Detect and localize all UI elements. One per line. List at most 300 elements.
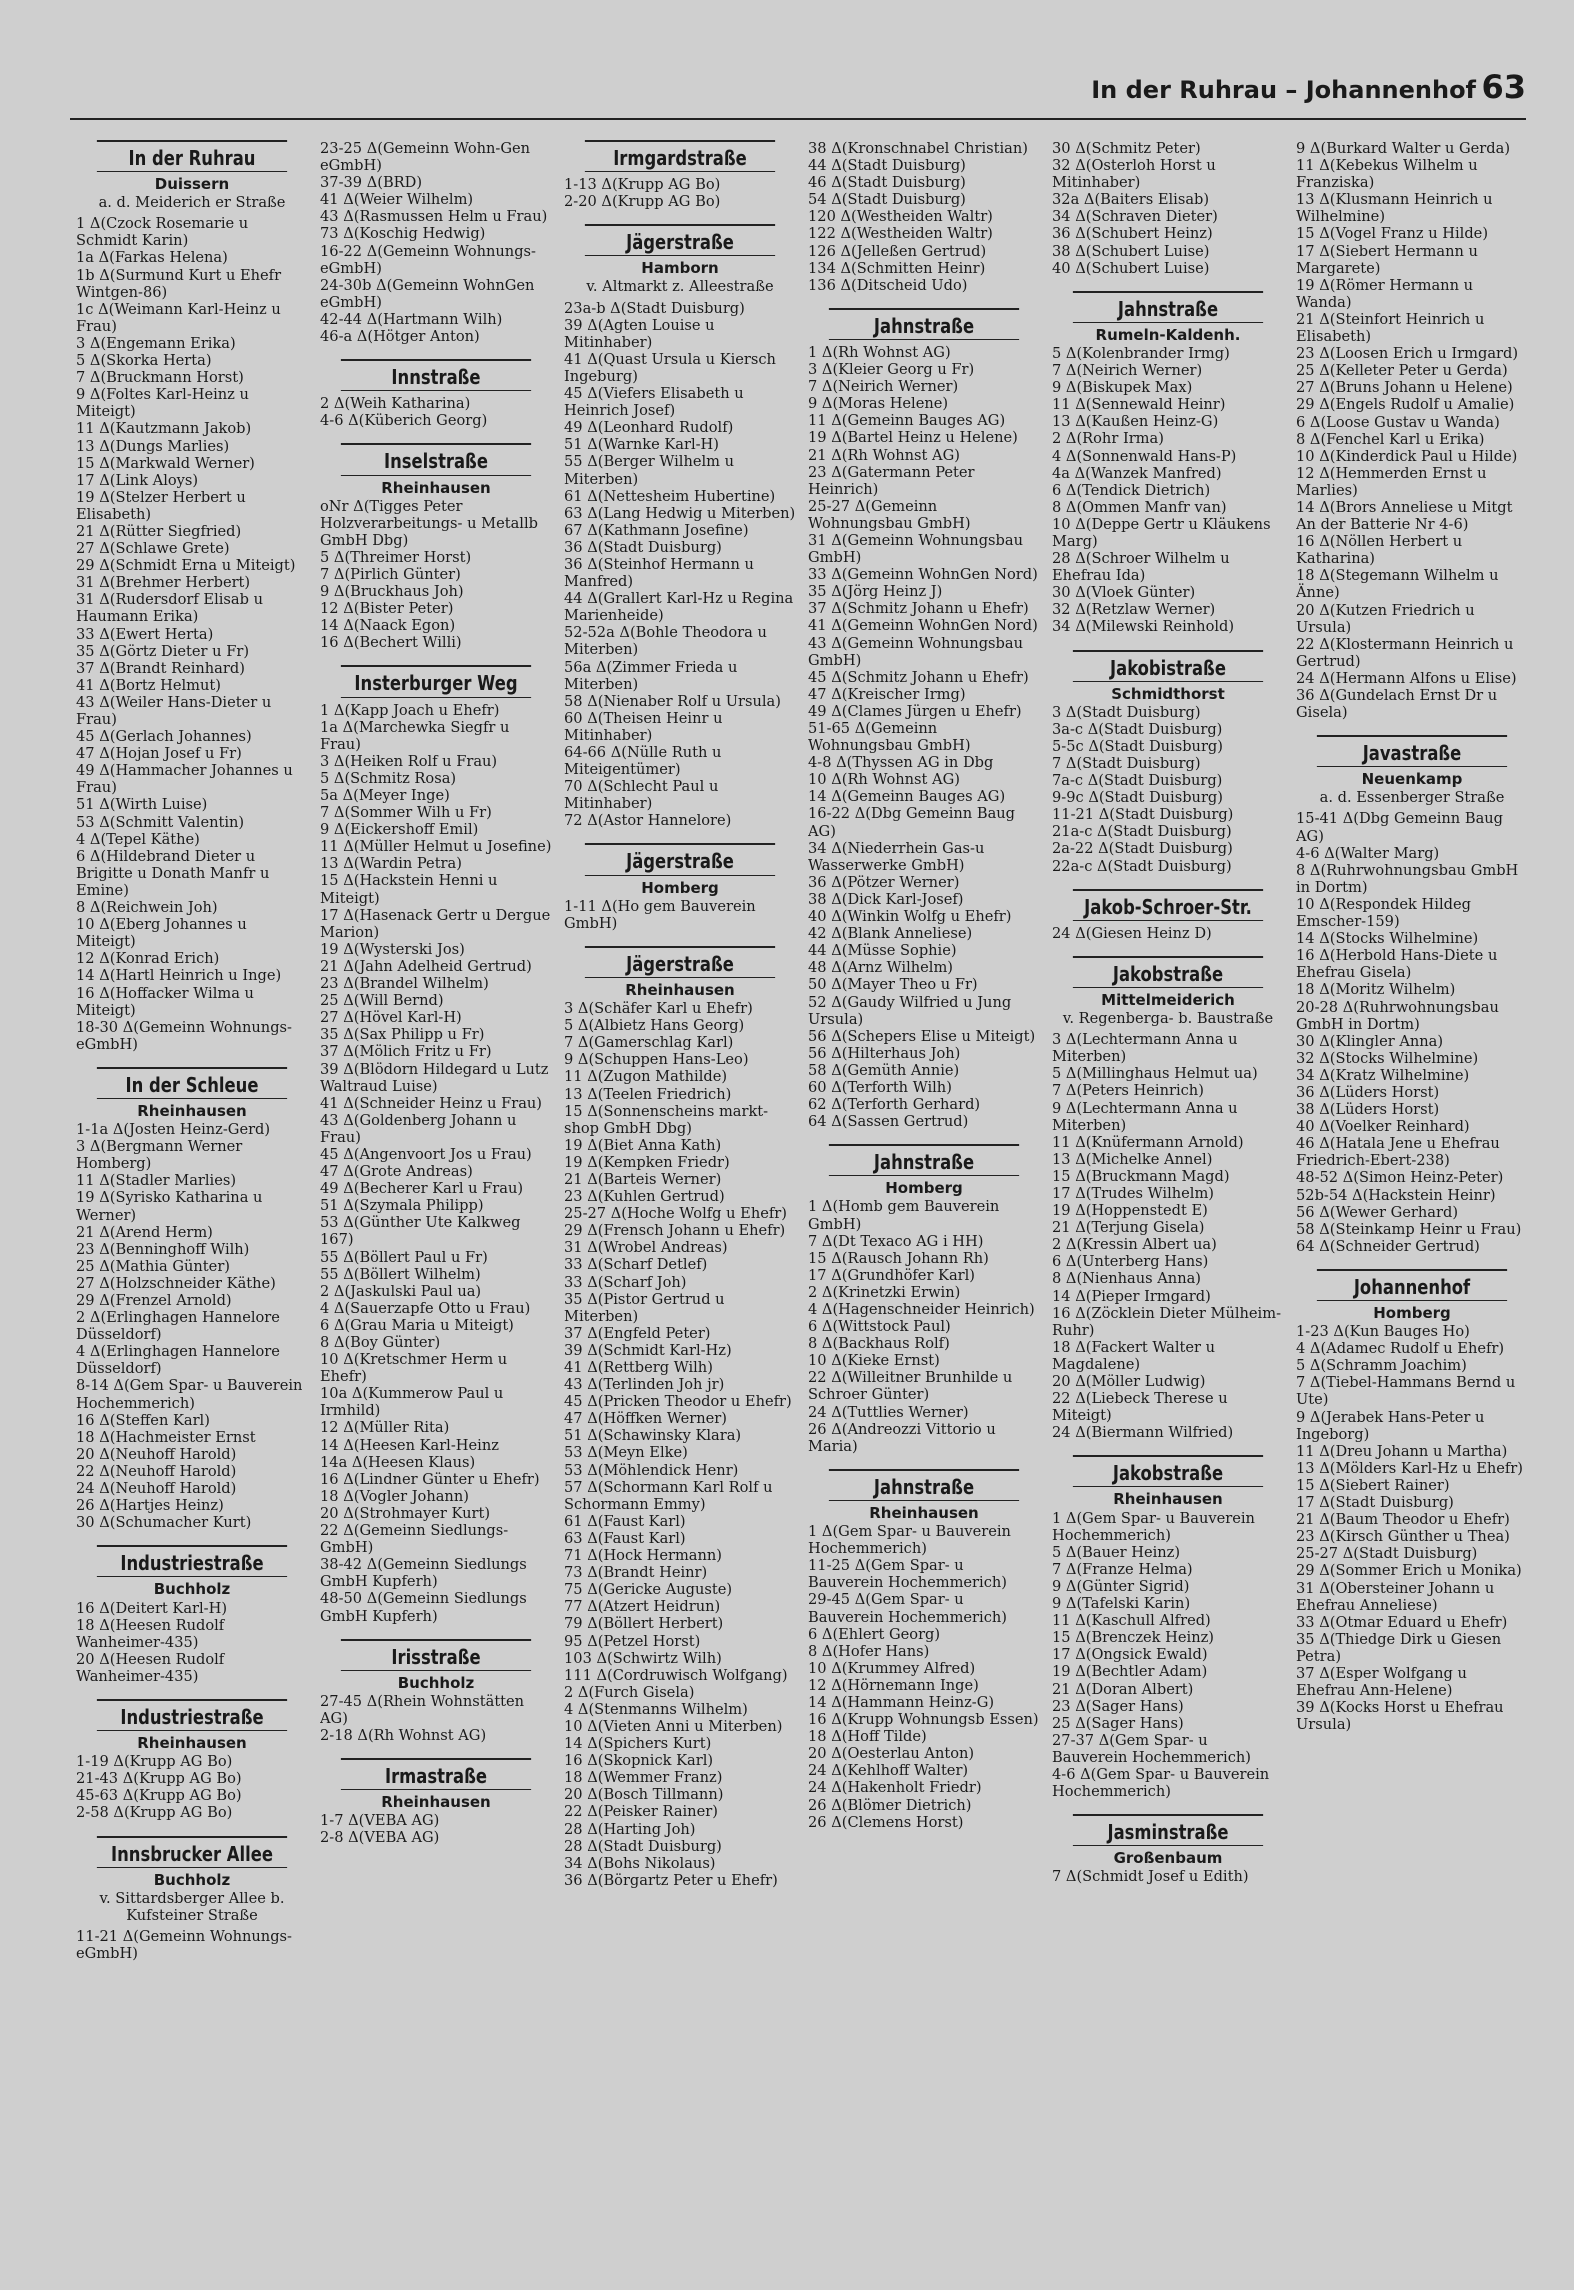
address-entry: 14 Δ(Brors Anneliese u Mitgt An der Batterie Nr 4-6) <box>1296 498 1513 534</box>
address-entry: 6 Δ(Grau Maria u Miteigt) <box>320 1316 514 1334</box>
address-entry: 67 Δ(Kathmann Josefine) <box>564 521 749 539</box>
address-entry: 2 Δ(Erlinghagen Hannelore Düsseldorf) <box>76 1309 280 1344</box>
address-entry: 4 Δ(Sauerzapfe Otto u Frau) <box>320 1299 531 1317</box>
address-entry: 12 Δ(Hemmerden Ernst u Marlies) <box>1296 464 1487 499</box>
address-entry: 18 Δ(Hoff Tilde) <box>808 1728 927 1746</box>
address-entry: 14 Δ(Heesen Karl-Heinz <box>320 1436 499 1454</box>
address-entry: 13 Δ(Dungs Marlies) <box>76 437 230 455</box>
address-entry: 41 Δ(Quast Ursula u Kiersch Ingeburg) <box>564 350 776 385</box>
address-entry: 46 Δ(Stadt Duisburg) <box>808 174 966 192</box>
address-entry: 24 Δ(Neuhoff Harold) <box>76 1480 237 1498</box>
address-entry: 24 Δ(Kehlhoff Walter) <box>808 1762 969 1780</box>
address-entry: 24 Δ(Hermann Alfons u Elise) <box>1296 669 1517 687</box>
address-entry: 134 Δ(Schmitten Heinr) <box>808 259 986 277</box>
address-entry: 4a Δ(Wanzek Manfred) <box>1052 464 1222 482</box>
address-entry: 26 Δ(Blömer Dietrich) <box>808 1796 972 1814</box>
address-entry: 52-52a Δ(Bohle Theodora u Miterben) <box>564 624 767 659</box>
address-entry: 16 Δ(Skopnick Karl) <box>564 1752 714 1770</box>
address-entry: 31 Δ(Rudersdorf Elisab u Haumann Erika) <box>76 591 263 626</box>
address-entry: 18 Δ(Stegemann Wilhelm u Änne) <box>1296 567 1499 602</box>
address-entry: 3 Δ(Lechtermann Anna u Miterben) <box>1052 1031 1238 1066</box>
address-entry: 23 Δ(Gatermann Peter Heinrich) <box>808 463 975 498</box>
address-entry: 4 Δ(Tepel Käthe) <box>76 830 200 848</box>
address-entry: 35 Δ(Jörg Heinz J) <box>808 583 943 601</box>
address-entry: 9 Δ(Eickershoff Emil) <box>320 821 479 839</box>
address-entry: 44 Δ(Müsse Sophie) <box>808 942 957 960</box>
address-entry: 21 Δ(Barteis Werner) <box>564 1170 722 1188</box>
address-entry: 11 Δ(Kautzmann Jakob) <box>76 420 252 438</box>
address-entry: 8 Δ(Hofer Hans) <box>808 1642 930 1660</box>
address-entry: 22 Δ(Willeitner Brunhilde u Schroer Günter) <box>808 1369 1013 1404</box>
address-entry: 103 Δ(Schwirtz Wilh) <box>564 1649 722 1667</box>
address-entry: 33 Δ(Scharf Detlef) <box>564 1256 708 1274</box>
address-entry: 36 Δ(Pötzer Werner) <box>808 873 960 891</box>
address-entry: 21 Δ(Rh Wohnst AG) <box>808 446 960 464</box>
address-entry: 10 Δ(Respondek Hildeg Emscher-159) <box>1296 895 1471 931</box>
address-entry: 37 Δ(Mölich Fritz u Fr) <box>320 1043 492 1061</box>
address-entry: 19 Δ(Syrisko Katharina u Werner) <box>76 1189 263 1224</box>
address-entry: 34 Δ(Milewski Reinhold) <box>1052 618 1235 636</box>
address-entry: 2 Δ(Rohr Irma) <box>1052 430 1164 448</box>
address-entry: 56a Δ(Zimmer Frieda u Miterben) <box>564 658 738 693</box>
district-heading: Buchholz <box>397 1673 475 1692</box>
column-2 <box>320 140 552 2270</box>
address-entry: 27-45 Δ(Rhein Wohnstätten AG) <box>320 1692 525 1727</box>
address-entry: 3 Δ(Kleier Georg u Fr) <box>808 361 975 379</box>
address-entry: 95 Δ(Petzel Horst) <box>564 1632 701 1650</box>
address-entry: 34 Δ(Schraven Dieter) <box>1052 208 1218 226</box>
address-entry: 23 Δ(Brandel Wilhelm) <box>320 975 489 993</box>
address-entry: 27 Δ(Holzschneider Käthe) <box>76 1274 276 1292</box>
address-entry: 4 Δ(Stenmanns Wilhelm) <box>564 1700 748 1718</box>
address-entry: 34 Δ(Bohs Nikolaus) <box>564 1854 716 1872</box>
street-heading: Jakob-Schroer-Str. <box>1073 889 1263 921</box>
district-heading: Rheinhausen <box>1113 1490 1223 1509</box>
address-entry: 47 Δ(Hojan Josef u Fr) <box>76 745 242 763</box>
address-entry: 3 Δ(Engemann Erika) <box>76 334 236 352</box>
address-entry: 25 Δ(Sager Hans) <box>1052 1714 1184 1732</box>
district-heading: Rheinhausen <box>381 1793 491 1812</box>
address-entry: 29 Δ(Frensch Johann u Ehefr) <box>564 1222 786 1240</box>
district-heading: Neuenkamp <box>1361 770 1463 789</box>
address-entry: 19 Δ(Bartel Heinz u Helene) <box>808 429 1018 447</box>
address-entry: 4 Δ(Erlinghagen Hannelore Düsseldorf) <box>76 1343 280 1378</box>
address-entry: 19 Δ(Stelzer Herbert u Elisabeth) <box>76 488 246 523</box>
address-entry: 6 Δ(Wittstock Paul) <box>808 1318 951 1336</box>
address-entry: 12 Δ(Hörnemann Inge) <box>808 1676 979 1694</box>
address-entry: 11 Δ(Sennewald Heinr) <box>1052 396 1226 414</box>
address-entry: 61 Δ(Nettesheim Hubertine) <box>564 487 776 505</box>
address-entry: 49 Δ(Becherer Karl u Frau) <box>320 1180 524 1198</box>
address-entry: 25 Δ(Mathia Günter) <box>76 1257 230 1275</box>
address-entry: 8 Δ(Reichwein Joh) <box>76 899 218 917</box>
running-title: In der Ruhrau – Johannenhof <box>1091 76 1476 104</box>
address-entry: 14 Δ(Stocks Wilhelmine) <box>1296 930 1479 948</box>
address-entry: 23 Δ(Sager Hans) <box>1052 1697 1184 1715</box>
address-entry: 53 Δ(Möhlendick Henr) <box>564 1461 739 1479</box>
address-entry: 136 Δ(Ditscheid Udo) <box>808 276 968 294</box>
address-entry: 14a Δ(Heesen Klaus) <box>320 1453 476 1471</box>
address-entry: 8 Δ(Fenchel Karl u Erika) <box>1296 430 1485 448</box>
address-entry: 11 Δ(Müller Helmut u Josefine) <box>320 838 552 856</box>
address-entry: 30 Δ(Vloek Günter) <box>1052 584 1196 602</box>
address-entry: 7a-c Δ(Stadt Duisburg) <box>1052 772 1223 790</box>
address-entry: 17 Δ(Ongsick Ewald) <box>1052 1646 1208 1664</box>
address-entry: 5 Δ(Bauer Heinz) <box>1052 1543 1181 1561</box>
address-entry: 24 Δ(Hakenholt Friedr) <box>808 1779 982 1797</box>
address-entry: 43 Δ(Gemeinn Wohnungsbau GmbH) <box>808 634 1023 669</box>
directory-columns <box>76 140 1536 2270</box>
street-heading: Jahnstraße <box>1073 291 1263 323</box>
address-entry: 51 Δ(Warnke Karl-H) <box>564 436 719 454</box>
address-entry: 56 Δ(Hilterhaus Joh) <box>808 1044 961 1062</box>
address-entry: 43 Δ(Terlinden Joh jr) <box>564 1376 725 1394</box>
address-entry: 37 Δ(Brandt Reinhard) <box>76 659 245 677</box>
address-entry: 36 Δ(Gundelach Ernst Dr u Gisela) <box>1296 687 1498 722</box>
address-entry: 40 Δ(Voelker Reinhard) <box>1296 1118 1470 1136</box>
address-entry: 53 Δ(Meyn Elke) <box>564 1444 688 1462</box>
address-entry: 53 Δ(Günther Ute Kalkweg 167) <box>320 1214 521 1249</box>
address-entry: 25-27 Δ(Hoche Wolfg u Ehefr) <box>564 1205 787 1223</box>
address-entry: 14 Δ(Spichers Kurt) <box>564 1735 712 1753</box>
address-entry: 5 Δ(Millinghaus Helmut ua) <box>1052 1065 1258 1083</box>
address-entry: 32 Δ(Stocks Wilhelmine) <box>1296 1049 1479 1067</box>
address-entry: 19 Δ(Wysterski Jos) <box>320 940 465 958</box>
address-entry: 4 Δ(Sonnenwald Hans-P) <box>1052 447 1237 465</box>
address-entry: 27 Δ(Bruns Johann u Helene) <box>1296 379 1513 397</box>
address-entry: 25 Δ(Will Bernd) <box>320 992 444 1010</box>
address-entry: 10a Δ(Kummerow Paul u Irmhild) <box>320 1385 504 1420</box>
address-entry: 11 Δ(Gemeinn Bauges AG) <box>808 412 1006 430</box>
address-entry: 10 Δ(Deppe Gertr u Kläukens Marg) <box>1052 515 1271 550</box>
address-entry: 1-19 Δ(Krupp AG Bo) <box>76 1753 233 1771</box>
address-entry: 28 Δ(Stadt Duisburg) <box>564 1837 722 1855</box>
address-entry: 15 Δ(Markwald Werner) <box>76 454 255 472</box>
address-entry: 52 Δ(Gaudy Wilfried u Jung Ursula) <box>808 993 1012 1028</box>
address-entry: 34 Δ(Niederrhein Gas-u Wasserwerke GmbH) <box>808 839 985 874</box>
address-entry: 47 Δ(Kreischer Irmg) <box>808 685 966 703</box>
district-heading: Rumeln-Kaldenh. <box>1095 325 1241 344</box>
street-heading: Jahnstraße <box>829 1469 1019 1501</box>
district-heading: Rheinhausen <box>625 980 735 999</box>
address-entry: 7 Δ(Neirich Werner) <box>1052 362 1203 380</box>
address-entry: 31 Δ(Obersteiner Johann u Ehefrau Anneliese) <box>1296 1579 1495 1614</box>
address-entry: 70 Δ(Schlecht Paul u Mitinhaber) <box>564 778 719 813</box>
address-entry: 60 Δ(Theisen Heinr u Mitinhaber) <box>564 709 723 744</box>
address-entry: 36 Δ(Steinhof Hermann u Manfred) <box>564 555 754 591</box>
address-entry: 38-42 Δ(Gemeinn Siedlungs GmbH Kupferh) <box>320 1556 527 1591</box>
address-entry: 12 Δ(Müller Rita) <box>320 1419 450 1437</box>
address-entry: 17 Δ(Grundhöfer Karl) <box>808 1266 975 1284</box>
address-entry: 28 Δ(Harting Joh) <box>564 1820 696 1838</box>
address-entry: 25 Δ(Kelleter Peter u Gerda) <box>1296 362 1508 380</box>
address-entry: 38 Δ(Lüders Horst) <box>1296 1101 1440 1119</box>
address-entry: 11-21 Δ(Gemeinn Wohnungs-eGmbH) <box>76 1927 292 1962</box>
address-entry: 41 Δ(Bortz Helmut) <box>76 676 221 694</box>
address-entry: 58 Δ(Nienaber Rolf u Ursula) <box>564 692 781 710</box>
address-entry: 5 Δ(Schmitz Rosa) <box>320 769 457 787</box>
address-entry: 71 Δ(Hock Hermann) <box>564 1547 722 1565</box>
street-heading: Jakobistraße <box>1073 650 1263 682</box>
address-entry: 30 Δ(Klingler Anna) <box>1296 1032 1444 1050</box>
address-entry: 2 Δ(Jaskulski Paul ua) <box>320 1282 482 1300</box>
address-entry: 18 Δ(Vogler Johann) <box>320 1487 469 1505</box>
address-entry: 25-27 Δ(Stadt Duisburg) <box>1296 1545 1478 1563</box>
address-entry: 38 Δ(Schubert Luise) <box>1052 242 1210 260</box>
district-heading: Rheinhausen <box>869 1503 979 1522</box>
address-entry: 46 Δ(Hatala Jene u Ehefrau Friedrich-Ebert-238) <box>1296 1135 1500 1170</box>
address-entry: 45 Δ(Viefers Elisabeth u Heinrich Josef) <box>564 385 744 420</box>
address-entry: 33 Δ(Gemeinn WohnGen Nord) <box>808 566 1038 584</box>
district-heading: Mittelmeiderich <box>1101 990 1235 1009</box>
address-entry: 3 Δ(Bergmann Werner Homberg) <box>76 1138 243 1173</box>
address-entry: 2-58 Δ(Krupp AG Bo) <box>76 1804 233 1822</box>
address-entry: 15 Δ(Hackstein Henni u Miteigt) <box>320 872 498 907</box>
page-number: 63 <box>1481 68 1526 106</box>
street-heading: Irisstraße <box>341 1639 531 1671</box>
address-entry: 48 Δ(Arnz Wilhelm) <box>808 959 953 977</box>
address-entry: 55 Δ(Böllert Wilhelm) <box>320 1265 481 1283</box>
address-entry: 14 Δ(Hammann Heinz-G) <box>808 1693 995 1711</box>
address-entry: 10 Δ(Krummey Alfred) <box>808 1659 976 1677</box>
address-entry: 15 Δ(Sonnenscheins markt-shop GmbH Dbg) <box>564 1102 769 1137</box>
address-entry: 5-5c Δ(Stadt Duisburg) <box>1052 737 1223 755</box>
address-entry: 32a Δ(Baiters Elisab) <box>1052 191 1210 209</box>
address-entry: 41 Δ(Gemeinn WohnGen Nord) <box>808 617 1038 635</box>
address-entry: 21 Δ(Jahn Adelheid Gertrud) <box>320 957 532 975</box>
address-entry: 18 Δ(Hachmeister Ernst <box>76 1428 256 1446</box>
column-4 <box>808 140 1040 2270</box>
address-entry: 62 Δ(Terforth Gerhard) <box>808 1096 981 1114</box>
address-entry: 20 Δ(Bosch Tillmann) <box>564 1786 724 1804</box>
column-1 <box>76 140 308 2270</box>
address-entry: 17 Δ(Siebert Hermann u Margarete) <box>1296 242 1478 277</box>
address-entry: 9 Δ(Schuppen Hans-Leo) <box>564 1051 749 1069</box>
address-entry: 120 Δ(Westheiden Waltr) <box>808 208 993 226</box>
address-entry: 10 Δ(Kinderdick Paul u Hilde) <box>1296 447 1518 465</box>
address-entry: 20 Δ(Kutzen Friedrich u Ursula) <box>1296 601 1475 636</box>
address-entry: 9-9c Δ(Stadt Duisburg) <box>1052 789 1223 807</box>
address-entry: 56 Δ(Wewer Gerhard) <box>1296 1203 1459 1221</box>
address-entry: 11 Δ(Dreu Johann u Martha) <box>1296 1442 1508 1460</box>
address-entry: 15 Δ(Brenczek Heinz) <box>1052 1629 1214 1647</box>
address-entry: 51 Δ(Schawinsky Klara) <box>564 1427 742 1445</box>
address-entry: 39 Δ(Blödorn Hildegard u Lutz Waltraud Luise) <box>320 1060 549 1095</box>
address-entry: 3 Δ(Stadt Duisburg) <box>1052 703 1201 721</box>
address-entry: 23 Δ(Kirsch Günther u Thea) <box>1296 1528 1510 1546</box>
address-entry: 42 Δ(Blank Anneliese) <box>808 925 973 943</box>
address-entry: 7 Δ(Franze Helma) <box>1052 1560 1193 1578</box>
address-entry: 10 Δ(Eberg Johannes u Miteigt) <box>76 916 247 951</box>
district-heading: Homberg <box>641 878 719 897</box>
address-entry: 48-52 Δ(Simon Heinz-Peter) <box>1296 1169 1504 1187</box>
address-entry: 41 Δ(Rettberg Wilh) <box>564 1359 713 1376</box>
address-entry: 2a-22 Δ(Stadt Duisburg) <box>1052 840 1233 858</box>
address-entry: 16 Δ(Krupp Wohnungsb Essen) <box>808 1711 1039 1729</box>
address-entry: 45 Δ(Pricken Theodor u Ehefr) <box>564 1393 792 1411</box>
address-entry: 21 Δ(Doran Albert) <box>1052 1680 1194 1698</box>
address-entry: 50 Δ(Mayer Theo u Fr) <box>808 976 978 994</box>
address-entry: 9 Δ(Foltes Karl-Heinz u Miteigt) <box>76 386 249 421</box>
address-entry: 17 Δ(Hasenack Gertr u Dergue Marion) <box>320 906 551 941</box>
address-entry: 36 Δ(Börgartz Peter u Ehefr) <box>564 1871 778 1889</box>
address-entry: 35 Δ(Pistor Gertrud u Miterben) <box>564 1290 725 1325</box>
address-entry: 9 Δ(Burkard Walter u Gerda) <box>1296 140 1511 157</box>
address-entry: 3a-c Δ(Stadt Duisburg) <box>1052 720 1223 738</box>
address-entry: 5 Δ(Kolenbrander Irmg) <box>1052 344 1230 362</box>
address-entry: 51-65 Δ(Gemeinn Wohnungsbau GmbH) <box>808 720 971 755</box>
address-entry: 18-30 Δ(Gemeinn Wohnungs-eGmbH) <box>76 1018 292 1053</box>
address-entry: 9 Δ(Moras Helene) <box>808 395 949 413</box>
address-entry: 56 Δ(Schepers Elise u Miteigt) <box>808 1027 1036 1045</box>
street-note: a. d. Meiderich er Straße <box>98 194 286 212</box>
address-entry: 1b Δ(Surmund Kurt u Ehefr Wintgen-86) <box>76 266 282 301</box>
address-entry: 7 Δ(Pirlich Günter) <box>320 565 461 583</box>
address-entry: 20 Δ(Oesterlau Anton) <box>808 1745 975 1763</box>
address-entry: 13 Δ(Kaußen Heinz-G) <box>1052 413 1219 431</box>
address-entry: 24 Δ(Tuttlies Werner) <box>808 1403 969 1421</box>
street-note: v. Sittardsberger Allee b. Kufsteiner Straße <box>99 1889 285 1924</box>
address-entry: 40 Δ(Winkin Wolfg u Ehefr) <box>808 908 1012 926</box>
address-entry: 38 Δ(Kronschnabel Christian) <box>808 140 1028 157</box>
address-entry: 1 Δ(Czock Rosemarie u Schmidt Karin) <box>76 215 249 250</box>
address-entry: 6 Δ(Unterberg Hans) <box>1052 1253 1209 1271</box>
address-entry: 4-8 Δ(Thyssen AG in Dbg <box>808 754 994 772</box>
address-entry: 7 Δ(Bruckmann Horst) <box>76 369 244 387</box>
address-entry: 31 Δ(Wrobel Andreas) <box>564 1239 728 1257</box>
address-entry: 11 Δ(Kaschull Alfred) <box>1052 1612 1211 1630</box>
address-entry: 24 Δ(Giesen Heinz D) <box>1052 924 1212 942</box>
address-entry: 19 Δ(Bechtler Adam) <box>1052 1663 1208 1681</box>
street-heading: Industriestraße <box>97 1545 287 1577</box>
address-entry: 1-7 Δ(VEBA AG) <box>320 1812 440 1830</box>
address-entry: 16 Δ(Hoffacker Wilma u Miteigt) <box>76 984 254 1019</box>
address-entry: 34 Δ(Kratz Wilhelmine) <box>1296 1066 1470 1084</box>
address-entry: 16 Δ(Bechert Willi) <box>320 634 462 652</box>
district-heading: Buchholz <box>153 1580 231 1599</box>
address-entry: 33 Δ(Scharf Joh) <box>564 1273 687 1291</box>
address-entry: 1 Δ(Gem Spar- u Bauverein Hochemmerich) <box>1052 1509 1255 1544</box>
address-entry: 35 Δ(Thiedge Dirk u Giesen Petra) <box>1296 1630 1502 1665</box>
address-entry: 16-22 Δ(Dbg Gemeinn Baug AG) <box>808 805 1016 840</box>
address-entry: 11 Δ(Knüfermann Arnold) <box>1052 1133 1244 1151</box>
address-entry: 18 Δ(Moritz Wilhelm) <box>1296 981 1456 999</box>
street-heading: Javastraße <box>1317 735 1507 767</box>
address-entry: 9 Δ(Jerabek Hans-Peter u Ingeborg) <box>1296 1408 1485 1443</box>
address-entry: 9 Δ(Bruckhaus Joh) <box>320 583 464 601</box>
address-entry: 24 Δ(Biermann Wilfried) <box>1052 1424 1234 1442</box>
address-entry: 20 Δ(Möller Ludwig) <box>1052 1373 1206 1390</box>
district-heading: Rheinhausen <box>137 1101 247 1120</box>
street-heading: Johannenhof <box>1317 1269 1507 1301</box>
address-entry: 16 Δ(Zöcklein Dieter Mülheim-Ruhr) <box>1052 1304 1281 1339</box>
address-entry: 20 Δ(Heesen Rudolf Wanheimer-435) <box>76 1650 225 1685</box>
address-entry: 126 Δ(Jelleßen Gertrud) <box>808 242 987 260</box>
address-entry: 58 Δ(Steinkamp Heinr u Frau) <box>1296 1220 1522 1238</box>
address-entry: 19 Δ(Kempken Friedr) <box>564 1153 730 1171</box>
address-entry: 19 Δ(Römer Hermann u Wanda) <box>1296 276 1474 311</box>
address-entry: 35 Δ(Görtz Dieter u Fr) <box>76 642 250 660</box>
address-entry: 40 Δ(Schubert Luise) <box>1052 259 1210 277</box>
address-entry: 47 Δ(Grote Andreas) <box>320 1163 473 1181</box>
address-entry: 5 Δ(Albietz Hans Georg) <box>564 1017 745 1035</box>
address-entry: 39 Δ(Kocks Horst u Ehefrau Ursula) <box>1296 1699 1504 1734</box>
address-entry: 45-63 Δ(Krupp AG Bo) <box>76 1787 242 1805</box>
page-header <box>70 62 1526 120</box>
address-entry: 29-45 Δ(Gem Spar- u Bauverein Hochemmerich) <box>808 1591 1007 1626</box>
address-entry: 6 Δ(Tendick Dietrich) <box>1052 481 1211 499</box>
address-entry: 41 Δ(Schneider Heinz u Frau) <box>320 1094 542 1112</box>
address-entry: 1a Δ(Marchewka Siegfr u Frau) <box>320 718 510 753</box>
address-entry: 6 Δ(Hildebrand Dieter u Brigitte u Donath Manfr u Emine) <box>76 847 270 899</box>
district-heading: Großenbaum <box>1113 1849 1223 1868</box>
address-entry: 53 Δ(Schmitt Valentin) <box>76 813 245 831</box>
address-entry: 4 Δ(Hagenschneider Heinrich) <box>808 1301 1035 1318</box>
district-heading: Homberg <box>885 1179 963 1198</box>
address-entry: 12 Δ(Konrad Erich) <box>76 950 220 968</box>
address-entry: 19 Δ(Biet Anna Kath) <box>564 1136 722 1154</box>
address-entry: 49 Δ(Leonhard Rudolf) <box>564 419 734 437</box>
address-entry: 21 Δ(Steinfort Heinrich u Elisabeth) <box>1296 310 1485 346</box>
address-entry: 23a-b Δ(Stadt Duisburg) <box>564 299 745 317</box>
street-heading: Jakobstraße <box>1073 956 1263 988</box>
street-heading: Jägerstraße <box>585 843 775 875</box>
street-heading: Jägerstraße <box>585 946 775 978</box>
address-entry: 15 Δ(Rausch Johann Rh) <box>808 1249 989 1267</box>
address-entry: 2 Δ(Weih Katharina) <box>320 395 471 413</box>
address-entry: 14 Δ(Gemeinn Bauges AG) <box>808 788 1006 806</box>
address-entry: 11 Δ(Kebekus Wilhelm u Franziska) <box>1296 157 1478 192</box>
address-entry: 8 Δ(Ruhrwohnungsbau GmbH in Dortm) <box>1296 861 1519 896</box>
address-entry: 51 Δ(Szymala Philipp) <box>320 1197 484 1215</box>
address-entry: 7 Δ(Dt Texaco AG i HH) <box>808 1232 984 1250</box>
address-entry: 49 Δ(Clames Jürgen u Ehefr) <box>808 702 1022 720</box>
address-entry: 57 Δ(Schormann Karl Rolf u Schormann Emmy) <box>564 1478 773 1513</box>
address-entry: 4-6 Δ(Gem Spar- u Bauverein Hochemmerich) <box>1052 1765 1270 1801</box>
address-entry: 16-22 Δ(Gemeinn Wohnungs-eGmbH) <box>320 242 536 277</box>
address-entry: 26 Δ(Andreozzi Vittorio u Maria) <box>808 1420 996 1455</box>
address-entry: 2 Δ(Krinetzki Erwin) <box>808 1283 961 1301</box>
address-entry: 10 Δ(Rh Wohnst AG) <box>808 771 960 789</box>
address-entry: 49 Δ(Hammacher Johannes u Frau) <box>76 762 293 797</box>
address-entry: 23 Δ(Benninghoff Wilh) <box>76 1240 250 1258</box>
address-entry: 27 Δ(Schlawe Grete) <box>76 540 230 558</box>
address-entry: 31 Δ(Gemeinn Wohnungsbau GmbH) <box>808 531 1023 567</box>
address-entry: 39 Δ(Agten Louise u Mitinhaber) <box>564 316 715 351</box>
address-entry: 64 Δ(Schneider Gertrud) <box>1296 1237 1480 1255</box>
district-heading: Hamborn <box>641 259 719 278</box>
address-entry: 1 Δ(Kapp Joach u Ehefr) <box>320 701 500 719</box>
address-entry: 13 Δ(Wardin Petra) <box>320 855 462 873</box>
address-entry: 33 Δ(Otmar Eduard u Ehefr) <box>1296 1613 1508 1631</box>
address-entry: 60 Δ(Terforth Wilh) <box>808 1078 952 1096</box>
address-entry: 11-25 Δ(Gem Spar- u Bauverein Hochemmerich) <box>808 1557 1007 1592</box>
address-entry: 17 Δ(Stadt Duisburg) <box>1296 1494 1454 1512</box>
address-entry: 21 Δ(Arend Herm) <box>76 1223 213 1241</box>
address-entry: 6 Δ(Loose Gustav u Wanda) <box>1296 413 1500 431</box>
column-6 <box>1296 140 1528 2270</box>
district-heading: Rheinhausen <box>137 1734 247 1753</box>
address-entry: 5 Δ(Schramm Joachim) <box>1296 1357 1467 1375</box>
district-heading: Duissern <box>154 175 230 194</box>
address-entry: 25-27 Δ(Gemeinn Wohnungsbau GmbH) <box>808 497 971 532</box>
address-entry: 1-23 Δ(Kun Bauges Ho) <box>1296 1323 1470 1341</box>
address-entry: 21 Δ(Rütter Siegfried) <box>76 522 242 540</box>
address-entry: 20 Δ(Neuhoff Harold) <box>76 1445 237 1463</box>
address-entry: 32 Δ(Retzlaw Werner) <box>1052 601 1216 619</box>
address-entry: 37 Δ(Esper Wolfgang u Ehefrau Ann-Helene) <box>1296 1664 1467 1700</box>
address-entry: 16 Δ(Nöllen Herbert u Katharina) <box>1296 533 1463 568</box>
